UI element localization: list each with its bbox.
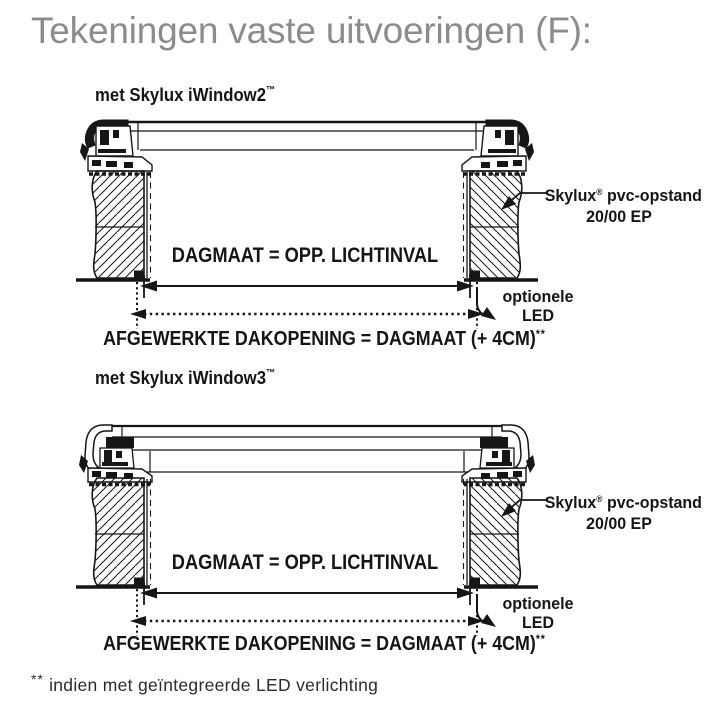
left-opstand: [76, 171, 151, 280]
dakopening-label: [103, 632, 546, 656]
opstand-label-rest: pvc-opstand: [602, 493, 702, 512]
dagmaat-label: DAGMAAT = OPP. LICHTINVAL: [171, 244, 439, 267]
led-label: [500, 287, 575, 325]
dakopening-label: [103, 327, 546, 351]
brand-name: Skylux: [544, 493, 597, 512]
double-asterisk: **: [535, 327, 546, 341]
right-frame-profile: [462, 120, 534, 174]
dakopening-text: AFGEWERKTE DAKOPENING = DAGMAAT (+ 4CM): [103, 632, 536, 655]
brand-name: Skylux: [544, 186, 597, 205]
left-frame-profile: [79, 425, 152, 485]
right-opstand: [464, 171, 539, 280]
right-opstand: [464, 478, 539, 587]
heading-text: met Skylux iWindow3: [95, 368, 267, 388]
led-label: [500, 594, 575, 632]
left-frame-profile: [80, 120, 152, 174]
section-heading-iwindow2: [95, 85, 275, 106]
opstand-label: [544, 182, 702, 227]
glass-panel: [100, 122, 514, 150]
opstand-label-rest: pvc-opstand: [602, 186, 702, 205]
section-heading-iwindow3: [95, 368, 275, 389]
dakopening-text: AFGEWERKTE DAKOPENING = DAGMAAT (+ 4CM): [103, 327, 536, 350]
right-frame-profile: [462, 425, 535, 485]
footnote: [31, 671, 378, 696]
page-title: Tekeningen vaste uitvoeringen (F):: [31, 10, 592, 51]
dagmaat-label: DAGMAAT = OPP. LICHTINVAL: [171, 551, 439, 574]
led-label-line1: optionele: [502, 287, 574, 306]
led-label-line2: LED: [522, 306, 554, 325]
heading-text: met Skylux iWindow2: [95, 85, 267, 105]
opstand-label: [544, 489, 702, 534]
footnote-marker: **: [31, 671, 44, 687]
trademark-symbol: ™: [266, 368, 276, 379]
footnote-text: indien met geïntegreerde LED verlichting: [43, 675, 379, 695]
led-label-line2: LED: [522, 613, 554, 632]
registered-symbol: ®: [596, 494, 603, 504]
opstand-label-line2: 20/00 EP: [586, 207, 652, 226]
opstand-label-line2: 20/00 EP: [586, 514, 652, 533]
registered-symbol: ®: [596, 187, 603, 197]
glass-panel: [100, 426, 514, 472]
double-asterisk: **: [535, 632, 546, 646]
trademark-symbol: ™: [266, 85, 276, 96]
left-opstand: [76, 478, 151, 587]
led-label-line1: optionele: [502, 594, 574, 613]
